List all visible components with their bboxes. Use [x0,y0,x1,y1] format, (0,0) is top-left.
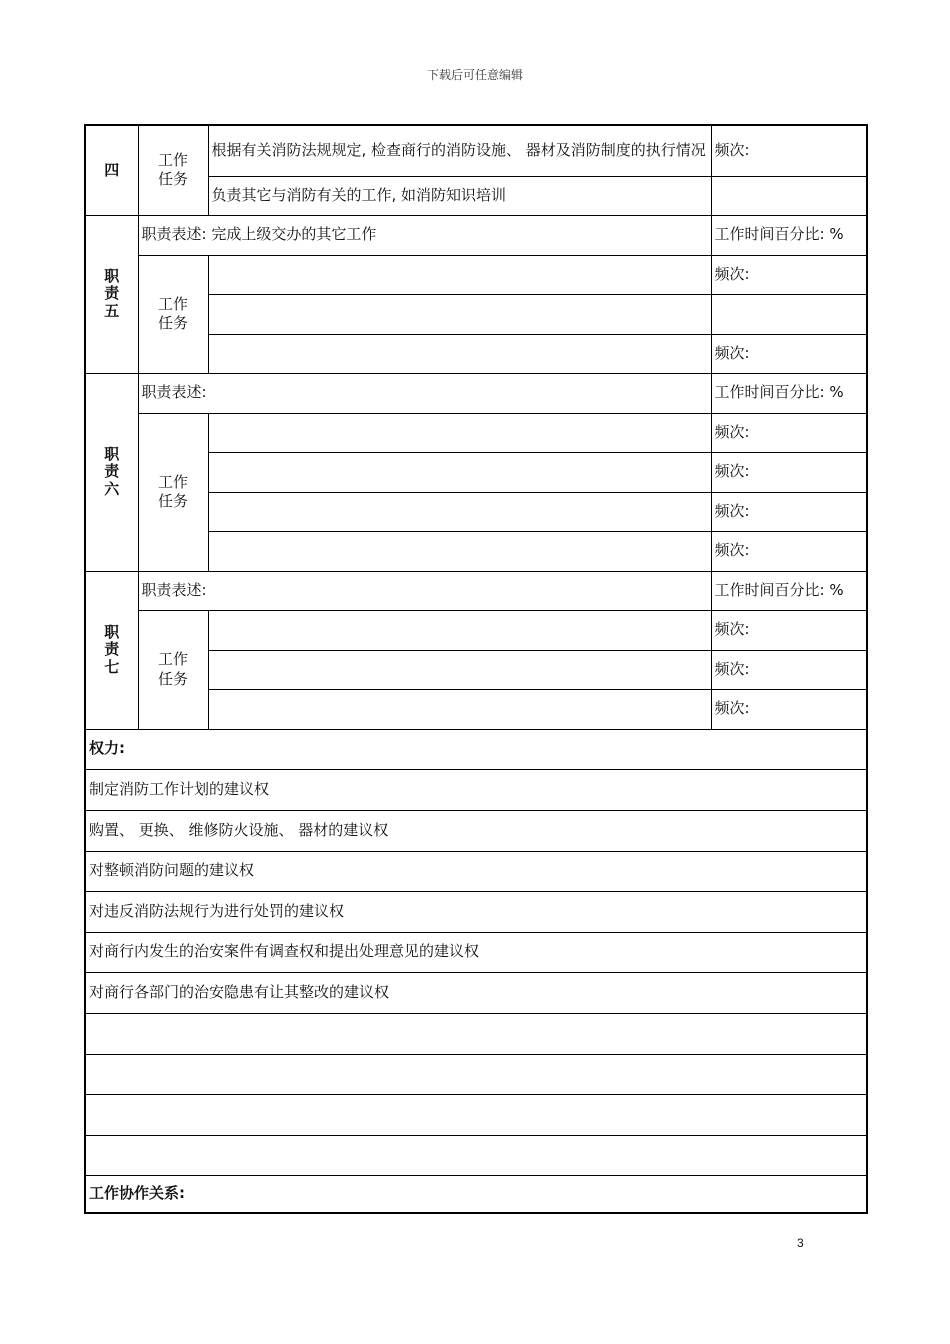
duty5-task-row [85,255,867,294]
duty5-percent: 工作时间百分比: % [711,215,867,255]
duty6-percent: 工作时间百分比: % [711,373,867,413]
duty5-task-freq: 频次: [711,334,867,373]
power-row-empty [85,1013,867,1054]
page-number: 3 [797,1236,804,1250]
duty6-task-label: 工作 任务 [138,413,208,571]
duty5-task-text [208,334,711,373]
duty7-number: 职 责 七 [85,571,138,729]
power-row-empty [85,1135,867,1175]
duty5-task-label: 工作 任务 [138,255,208,373]
duty5-number: 职 责 五 [85,215,138,373]
power-item: 制定消防工作计划的建议权 [85,769,867,810]
duty7-task-text [208,650,711,689]
duty4-task-row-1 [85,125,867,176]
duty7-task-freq: 频次: [711,610,867,650]
power-row [85,972,867,1013]
duty7-task-freq: 频次: [711,650,867,689]
duty6-task-freq: 频次: [711,413,867,452]
power-item: 购置、 更换、 维修防火设施、 器材的建议权 [85,810,867,851]
duty6-task-text [208,492,711,531]
collaboration-row [85,1175,867,1213]
header-note: 下载后可任意编辑 [426,68,523,82]
power-row [85,769,867,810]
duty7-percent: 工作时间百分比: % [711,571,867,610]
duty4-task-label: 工作 任务 [138,125,208,215]
powers-header-row [85,729,867,769]
duty7-task-row [85,610,867,650]
duty6-statement: 职责表述: [138,373,711,413]
power-item-empty [85,1013,867,1054]
collaboration-title: 工作协作关系: [85,1175,867,1213]
duty6-task-freq: 频次: [711,452,867,492]
duty4-task-text: 根据有关消防法规规定, 检查商行的消防设施、 器材及消防制度的执行情况 [208,125,711,176]
power-row [85,851,867,891]
duty5-task-freq [711,294,867,334]
duty6-task-text [208,413,711,452]
duty5-task-text [208,294,711,334]
duty7-task-label: 工作 任务 [138,610,208,729]
duty7-task-freq: 频次: [711,689,867,729]
duty6-task-text [208,531,711,571]
duty6-task-freq: 频次: [711,531,867,571]
powers-title: 权力: [85,729,867,769]
power-item-empty [85,1094,867,1135]
duty6-number: 职 责 六 [85,373,138,571]
duty7-statement: 职责表述: [138,571,711,610]
duty5-statement-row [85,215,867,255]
power-row [85,932,867,972]
power-item: 对违反消防法规行为进行处罚的建议权 [85,891,867,932]
power-item: 对整顿消防问题的建议权 [85,851,867,891]
duty6-task-row [85,413,867,452]
job-description-table [84,124,868,1214]
power-row-empty [85,1054,867,1094]
duty7-statement-row [85,571,867,610]
power-item: 对商行内发生的治安案件有调查权和提出处理意见的建议权 [85,932,867,972]
power-item-empty [85,1054,867,1094]
duty5-statement: 职责表述: 完成上级交办的其它工作 [138,215,711,255]
duty4-number: 四 [85,125,138,215]
power-item: 对商行各部门的治安隐患有让其整改的建议权 [85,972,867,1013]
power-row [85,891,867,932]
duty6-task-text [208,452,711,492]
power-row-empty [85,1094,867,1135]
duty4-task-text: 负责其它与消防有关的工作, 如消防知识培训 [208,176,711,215]
duty6-statement-row [85,373,867,413]
duty5-task-text [208,255,711,294]
power-item-empty [85,1135,867,1175]
power-row [85,810,867,851]
duty5-task-freq: 频次: [711,255,867,294]
duty7-task-text [208,610,711,650]
duty4-task-freq: 频次: [711,125,867,176]
duty4-task-freq [711,176,867,215]
duty6-task-freq: 频次: [711,492,867,531]
duty7-task-text [208,689,711,729]
